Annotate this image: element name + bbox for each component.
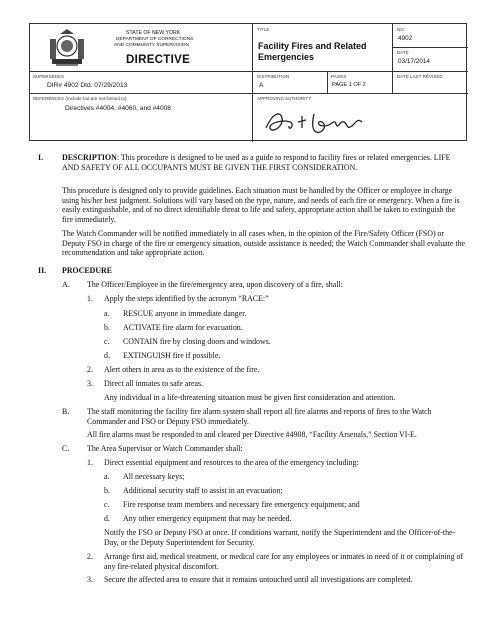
references-label: REFERENCES (Include but are not limited to) bbox=[33, 96, 127, 101]
directive-date: 03/17/2014 bbox=[398, 58, 430, 65]
department-line-1: DEPARTMENT OF CORRECTIONS bbox=[116, 37, 194, 42]
item-b-text: The staff monitoring the facility fire alarm system shall report all fire alarms and reports of fires to the Watch Commander and FSO or Deputy FSO immediately. bbox=[87, 407, 432, 426]
item-a-number: A. bbox=[62, 280, 70, 289]
title-line-1: Facility Fires and Related bbox=[258, 41, 367, 51]
item-a3-text: Direct all inmates to safe areas. bbox=[104, 379, 204, 388]
item-a2-text: Alert others in area as to the existence of the fire. bbox=[104, 365, 260, 374]
section-2-heading: PROCEDURE bbox=[62, 266, 112, 275]
directive-header bbox=[29, 23, 467, 141]
item-a1-text: Apply the steps identified by the acronym “RACE:” bbox=[104, 294, 269, 303]
item-c1a-text: All necessary keys; bbox=[123, 472, 185, 481]
paragraph-guidelines: This procedure is designed only to provide guidelines. Each situation must be handled by the Officer or employee in charge using his/her best judgment. Solutions will vary based on the type, nature, and needs of each fire or emergency. When a fire is easily extinguishable, and of no direct identifiable threat to life and safety, appropriate action shall be taken to extinguish the fire immediately. bbox=[62, 186, 460, 224]
supersedes-value: DIR# 4902 Dtd. 07/29/2013 bbox=[47, 82, 128, 89]
pages-value: PAGE 1 OF 2 bbox=[332, 82, 366, 88]
item-c1a-letter: a. bbox=[104, 472, 110, 481]
item-c2-text: Arrange first aid, medical treatment, or medical care for any employees or inmates in need of it or complaining of any fire-related physical discomfort. bbox=[104, 552, 464, 571]
item-a1c-text: CONTAIN fire by closing doors and windows. bbox=[123, 337, 271, 346]
item-c1d-letter: d. bbox=[104, 514, 110, 523]
department-line-2: AND COMMUNITY SUPERVISION bbox=[114, 43, 189, 48]
new-york-state-seal-icon bbox=[44, 28, 90, 68]
item-a2-number: 2. bbox=[87, 365, 93, 374]
item-c2-number: 2. bbox=[87, 552, 93, 561]
state-name: STATE OF NEW YORK bbox=[126, 30, 181, 36]
item-a1-number: 1. bbox=[87, 294, 93, 303]
item-c-text: The Area Supervisor or Watch Commander shall: bbox=[87, 444, 243, 453]
item-a1c-letter: c. bbox=[104, 337, 110, 346]
item-a1a-letter: a. bbox=[104, 309, 110, 318]
section-1-text: : This procedure is designed to be used as a guide to respond to facility fires or related emergencies. LIFE AND SAFETY OF ALL OCCUPANTS MUST BE GIVEN THE FIRST CONSIDERATION. bbox=[62, 153, 451, 172]
references-value: Directives #4004, #4060, and #4008 bbox=[65, 105, 171, 112]
approving-signature bbox=[262, 104, 372, 140]
title-label: TITLE bbox=[257, 27, 270, 32]
section-2-number: II. bbox=[38, 266, 47, 275]
paragraph-watch-commander: The Watch Commander will be notified immediately in all cases when, in the opinion of the Fire/Safety Officer (FSO) or Deputy FSO in charge of the fire or emergency situation, outside assistance is needed; the Watch Commander shall evaluate the recommendation and take appropriate action. bbox=[62, 229, 465, 258]
item-c-number: C. bbox=[62, 444, 70, 453]
item-c1-text: Direct essential equipment and resources to the area of the emergency including: bbox=[104, 458, 359, 467]
item-a3-subtext: Any individual in a life-threatening situation must be given first consideration and attention. bbox=[104, 393, 396, 402]
distribution-value: A bbox=[259, 82, 264, 89]
item-a1b-text: ACTIVATE fire alarm for evacuation. bbox=[123, 323, 243, 332]
item-a1a-text: RESCUE anyone in immediate danger. bbox=[123, 309, 247, 318]
item-a-text: The Officer/Employee in the fire/emergency area, upon discovery of a fire, shall: bbox=[87, 280, 343, 289]
number-label: NO. bbox=[397, 27, 406, 32]
item-c3-number: 3. bbox=[87, 575, 93, 584]
item-c1b-letter: b. bbox=[104, 486, 110, 495]
item-c1b-text: Additional security staff to assist in an evacuation; bbox=[123, 486, 283, 495]
item-b-number: B. bbox=[62, 407, 70, 416]
directive-title: DIRECTIVE bbox=[126, 54, 191, 66]
supersedes-label: SUPERSEDES bbox=[33, 74, 65, 79]
date-last-revised-label: DATE LAST REVISED bbox=[397, 74, 443, 79]
approving-authority-label: APPROVING AUTHORITY bbox=[257, 96, 312, 101]
item-c1c-letter: c. bbox=[104, 500, 110, 509]
item-c3-text: Secure the affected area to ensure that it remains untouched until all investigations are completed. bbox=[104, 575, 413, 584]
item-b-subtext: All fire alarms must be responded to and cleared per Directive #4908, “Facility Arsenals,” Section VI-E. bbox=[87, 430, 417, 439]
distribution-label: DISTRIBUTION bbox=[257, 74, 290, 79]
item-c1-subtext: Notify the FSO or Deputy FSO at once. If conditions warrant, notify the Superintendent and the Officer-of-the-Day, or the Deputy Superintendent for Security. bbox=[104, 528, 456, 547]
item-c1c-text: Fire response team members and necessary fire emergency equipment; and bbox=[123, 500, 360, 509]
item-c1-number: 1. bbox=[87, 458, 93, 467]
item-a3-number: 3. bbox=[87, 379, 93, 388]
section-1-number: I. bbox=[38, 153, 44, 162]
title-line-2: Emergencies bbox=[258, 52, 315, 62]
section-1-description bbox=[62, 153, 466, 172]
pages-label: PAGES bbox=[331, 74, 347, 79]
directive-number: 4902 bbox=[398, 35, 413, 42]
section-1-heading: DESCRIPTION bbox=[62, 153, 117, 162]
item-a1d-text: EXTINGUISH fire if possible. bbox=[123, 351, 221, 360]
date-label: DATE bbox=[397, 50, 409, 55]
item-c1d-text: Any other emergency equipment that may be needed. bbox=[123, 514, 292, 523]
item-a1b-letter: b. bbox=[104, 323, 110, 332]
item-a1d-letter: d. bbox=[104, 351, 110, 360]
